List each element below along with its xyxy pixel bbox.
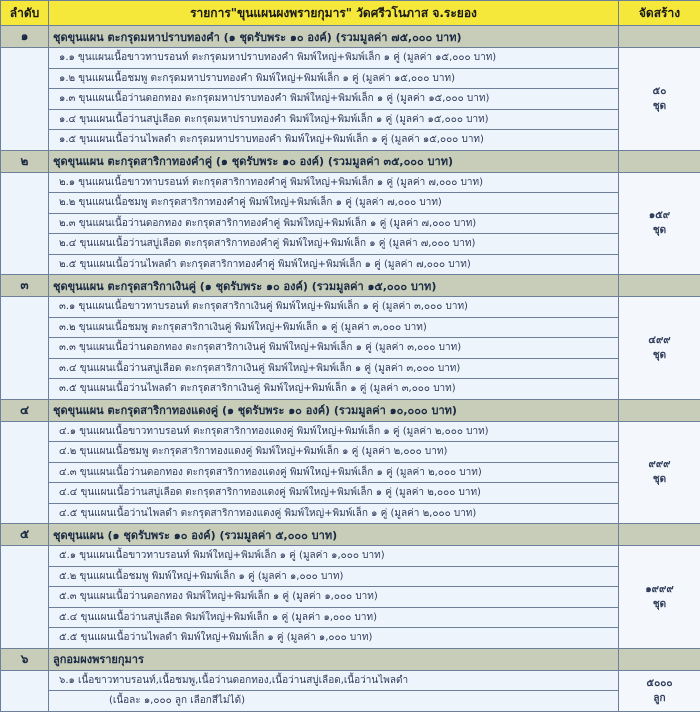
quantity-unit: ชุด bbox=[623, 597, 696, 612]
section-row bbox=[1, 275, 700, 297]
section-title: ลูกอมผงพรายกุมาร bbox=[49, 648, 619, 670]
section-row bbox=[1, 399, 700, 421]
item-row bbox=[1, 607, 700, 628]
header-item: รายการ"ขุนแผนผงพรายกุมาร" วัดศรีวโนภาส จ.ระยอง bbox=[49, 1, 619, 26]
item-description: (เนื้อละ ๑,๐๐๐ ลูก เลือกสีไม่ได้) bbox=[49, 691, 619, 712]
item-row bbox=[1, 172, 700, 193]
quantity-unit: ชุด bbox=[623, 348, 696, 363]
item-row bbox=[1, 338, 700, 359]
item-row bbox=[1, 503, 700, 524]
quantity-value: ๑๕๙ bbox=[623, 208, 696, 223]
section-title: ชุดขุนแผน ตะกรุดสาริกาทองแดงคู่ (๑ ชุดรับพระ ๑๐ องค์) (รวมมูลค่า ๑๐,๐๐๐ บาท) bbox=[49, 399, 619, 421]
item-row bbox=[1, 546, 700, 567]
quantity-cell bbox=[619, 297, 700, 400]
item-number-blank bbox=[1, 546, 49, 649]
item-description: ๒.๒ ขุนแผนเนื้อชมพู ตะกรุดสาริกาทองคำคู่ พิมพ์ใหญ่+พิมพ์เล็ก ๑ คู่ (มูลค่า ๗,๐๐๐ บาท) bbox=[49, 193, 619, 214]
item-description: ๕.๕ ขุนแผนเนื้อว่านไพลดำ พิมพ์ใหญ่+พิมพ์เล็ก ๑ คู่ (มูลค่า ๑,๐๐๐ บาท) bbox=[49, 628, 619, 649]
header-order: ลำดับ bbox=[1, 1, 49, 26]
item-description: ๔.๑ ขุนแผนเนื้อขาวทาบรอนท์ ตะกรุดสาริกาทองแดงคู่ พิมพ์ใหญ่+พิมพ์เล็ก ๑ คู่ (มูลค่า ๒,๐๐๐ บาท) bbox=[49, 421, 619, 442]
item-row bbox=[1, 587, 700, 608]
item-description: ๔.๕ ขุนแผนเนื้อว่านไพลดำ ตะกรุดสาริกาทองแดงคู่ พิมพ์ใหญ่+พิมพ์เล็ก ๑ คู่ (มูลค่า ๒,๐๐๐ บาท) bbox=[49, 503, 619, 524]
item-description: ๒.๔ ขุนแผนเนื้อว่านสบู่เลือด ตะกรุดสาริกาทองคำคู่ พิมพ์ใหญ่+พิมพ์เล็ก ๑ คู่ (มูลค่า ๗,๐๐๐ บาท) bbox=[49, 234, 619, 255]
item-description: ๑.๕ ขุนแผนเนื้อว่านไพลดำ ตะกรุดมหาปราบทองคำ พิมพ์ใหญ่+พิมพ์เล็ก ๑ คู่ (มูลค่า ๑๕,๐๐๐ บาท) bbox=[49, 130, 619, 151]
item-row bbox=[1, 421, 700, 442]
item-row bbox=[1, 483, 700, 504]
section-title: ชุดขุนแผน ตะกรุดมหาปราบทองคำ (๑ ชุดรับพระ ๑๐ องค์) (รวมมูลค่า ๗๕,๐๐๐ บาท) bbox=[49, 26, 619, 48]
quantity-cell bbox=[619, 421, 700, 524]
item-description: ๓.๒ ขุนแผนเนื้อชมพู ตะกรุดสาริกาเงินคู่ พิมพ์ใหญ่+พิมพ์เล็ก ๑ คู่ (มูลค่า ๓,๐๐๐ บาท) bbox=[49, 317, 619, 338]
quantity-unit: ชุด bbox=[623, 472, 696, 487]
item-row bbox=[1, 442, 700, 463]
quantity-value: ๙๙๙ bbox=[623, 457, 696, 472]
quantity-cell bbox=[619, 546, 700, 649]
item-row bbox=[1, 358, 700, 379]
item-number-blank bbox=[1, 48, 49, 151]
section-qty-blank bbox=[619, 524, 700, 546]
item-row bbox=[1, 234, 700, 255]
item-description: ๑.๔ ขุนแผนเนื้อว่านสบู่เลือด ตะกรุดมหาปราบทองคำ พิมพ์ใหญ่+พิมพ์เล็ก ๑ คู่ (มูลค่า ๑๕,๐๐๐ บาท) bbox=[49, 109, 619, 130]
quantity-value: ๔๙๙ bbox=[623, 333, 696, 348]
item-row bbox=[1, 254, 700, 275]
item-description: ๒.๓ ขุนแผนเนื้อว่านดอกทอง ตะกรุดสาริกาทองคำคู่ พิมพ์ใหญ่+พิมพ์เล็ก ๑ คู่ (มูลค่า ๗,๐๐๐ บาท) bbox=[49, 213, 619, 234]
section-row bbox=[1, 150, 700, 172]
item-description: ๑.๒ ขุนแผนเนื้อชมพู ตะกรุดมหาปราบทองคำ พิมพ์ใหญ่+พิมพ์เล็ก ๑ คู่ (มูลค่า ๑๕,๐๐๐ บาท) bbox=[49, 68, 619, 89]
item-description: ๓.๑ ขุนแผนเนื้อขาวทาบรอนท์ ตะกรุดสาริกาเงินคู่ พิมพ์ใหญ่+พิมพ์เล็ก ๑ คู่ (มูลค่า ๓,๐๐๐ บาท) bbox=[49, 297, 619, 318]
section-row bbox=[1, 648, 700, 670]
item-number-blank bbox=[1, 172, 49, 275]
section-qty-blank bbox=[619, 648, 700, 670]
item-row bbox=[1, 89, 700, 110]
section-number: ๖ bbox=[1, 648, 49, 670]
quantity-unit: ชุด bbox=[623, 99, 696, 114]
item-description: ๔.๒ ขุนแผนเนื้อชมพู ตะกรุดสาริกาทองแดงคู่ พิมพ์ใหญ่+พิมพ์เล็ก ๑ คู่ (มูลค่า ๒,๐๐๐ บาท) bbox=[49, 442, 619, 463]
section-number: ๒ bbox=[1, 150, 49, 172]
header-quantity: จัดสร้าง bbox=[619, 1, 700, 26]
item-description: ๕.๑ ขุนแผนเนื้อขาวทาบรอนท์ พิมพ์ใหญ่+พิมพ์เล็ก ๑ คู่ (มูลค่า ๑,๐๐๐ บาท) bbox=[49, 546, 619, 567]
item-row bbox=[1, 109, 700, 130]
section-number: ๓ bbox=[1, 275, 49, 297]
item-number-blank bbox=[1, 670, 49, 711]
item-row bbox=[1, 193, 700, 214]
item-row bbox=[1, 379, 700, 400]
item-row bbox=[1, 566, 700, 587]
item-description: ๓.๔ ขุนแผนเนื้อว่านสบู่เลือด ตะกรุดสาริกาเงินคู่ พิมพ์ใหญ่+พิมพ์เล็ก ๑ คู่ (มูลค่า ๓,๐๐๐ บาท) bbox=[49, 358, 619, 379]
section-qty-blank bbox=[619, 26, 700, 48]
quantity-unit: ลูก bbox=[623, 691, 696, 706]
quantity-value: ๑๙๙๙ bbox=[623, 582, 696, 597]
section-title: ชุดขุนแผน (๑ ชุดรับพระ ๑๐ องค์) (รวมมูลค่า ๕,๐๐๐ บาท) bbox=[49, 524, 619, 546]
section-number: ๔ bbox=[1, 399, 49, 421]
item-row bbox=[1, 628, 700, 649]
item-number-blank bbox=[1, 421, 49, 524]
section-title: ชุดขุนแผน ตะกรุดสาริกาทองคำคู่ (๑ ชุดรับพระ ๑๐ องค์) (รวมมูลค่า ๓๕,๐๐๐ บาท) bbox=[49, 150, 619, 172]
item-description: ๔.๔ ขุนแผนเนื้อว่านสบู่เลือด ตะกรุดสาริกาทองแดงคู่ พิมพ์ใหญ่+พิมพ์เล็ก ๑ คู่ (มูลค่า ๒,๐๐๐ บาท) bbox=[49, 483, 619, 504]
item-row bbox=[1, 48, 700, 69]
item-description: ๕.๔ ขุนแผนเนื้อว่านสบู่เลือด พิมพ์ใหญ่+พิมพ์เล็ก ๑ คู่ (มูลค่า ๑,๐๐๐ บาท) bbox=[49, 607, 619, 628]
item-row bbox=[1, 670, 700, 691]
quantity-cell bbox=[619, 172, 700, 275]
quantity-value: ๕๐๐๐ bbox=[623, 676, 696, 691]
section-qty-blank bbox=[619, 275, 700, 297]
section-number: ๑ bbox=[1, 26, 49, 48]
quantity-value: ๕๐ bbox=[623, 84, 696, 99]
section-row bbox=[1, 524, 700, 546]
item-row bbox=[1, 68, 700, 89]
section-qty-blank bbox=[619, 150, 700, 172]
table-body bbox=[1, 26, 700, 712]
item-description: ๒.๑ ขุนแผนเนื้อขาวทาบรอนท์ ตะกรุดสาริกาทองคำคู่ พิมพ์ใหญ่+พิมพ์เล็ก ๑ คู่ (มูลค่า ๗,๐๐๐ บาท) bbox=[49, 172, 619, 193]
quantity-unit: ชุด bbox=[623, 223, 696, 238]
item-row bbox=[1, 297, 700, 318]
item-description: ๑.๓ ขุนแผนเนื้อว่านดอกทอง ตะกรุดมหาปราบทองคำ พิมพ์ใหญ่+พิมพ์เล็ก ๑ คู่ (มูลค่า ๑๕,๐๐๐ บาท) bbox=[49, 89, 619, 110]
section-number: ๕ bbox=[1, 524, 49, 546]
section-row bbox=[1, 26, 700, 48]
item-number-blank bbox=[1, 297, 49, 400]
section-title: ชุดขุนแผน ตะกรุดสาริกาเงินคู่ (๑ ชุดรับพระ ๑๐ องค์) (รวมมูลค่า ๑๕,๐๐๐ บาท) bbox=[49, 275, 619, 297]
item-row bbox=[1, 691, 700, 712]
section-qty-blank bbox=[619, 399, 700, 421]
item-description: ๑.๑ ขุนแผนเนื้อขาวทาบรอนท์ ตะกรุดมหาปราบทองคำ พิมพ์ใหญ่+พิมพ์เล็ก ๑ คู่ (มูลค่า ๑๕,๐๐๐ บาท) bbox=[49, 48, 619, 69]
quantity-cell bbox=[619, 48, 700, 151]
item-description: ๕.๓ ขุนแผนเนื้อว่านดอกทอง พิมพ์ใหญ่+พิมพ์เล็ก ๑ คู่ (มูลค่า ๑,๐๐๐ บาท) bbox=[49, 587, 619, 608]
item-description: ๓.๕ ขุนแผนเนื้อว่านไพลดำ ตะกรุดสาริกาเงินคู่ พิมพ์ใหญ่+พิมพ์เล็ก ๑ คู่ (มูลค่า ๓,๐๐๐ บาท) bbox=[49, 379, 619, 400]
item-description: ๖.๑ เนื้อขาวทาบรอนท์,เนื้อชมพู,เนื้อว่านดอกทอง,เนื้อว่านสบู่เลือด,เนื้อว่านไพลดำ bbox=[49, 670, 619, 691]
item-description: ๔.๓ ขุนแผนเนื้อว่านดอกทอง ตะกรุดสาริกาทองแดงคู่ พิมพ์ใหญ่+พิมพ์เล็ก ๑ คู่ (มูลค่า ๒,๐๐๐ บาท) bbox=[49, 462, 619, 483]
quantity-cell bbox=[619, 670, 700, 711]
item-row bbox=[1, 317, 700, 338]
item-description: ๕.๒ ขุนแผนเนื้อชมพู พิมพ์ใหญ่+พิมพ์เล็ก ๑ คู่ (มูลค่า ๑,๐๐๐ บาท) bbox=[49, 566, 619, 587]
item-row bbox=[1, 213, 700, 234]
header-row bbox=[1, 1, 700, 26]
item-description: ๓.๓ ขุนแผนเนื้อว่านดอกทอง ตะกรุดสาริกาเงินคู่ พิมพ์ใหญ่+พิมพ์เล็ก ๑ คู่ (มูลค่า ๓,๐๐๐ บาท) bbox=[49, 338, 619, 359]
item-row bbox=[1, 462, 700, 483]
item-row bbox=[1, 130, 700, 151]
item-description: ๒.๕ ขุนแผนเนื้อว่านไพลดำ ตะกรุดสาริกาทองคำคู่ พิมพ์ใหญ่+พิมพ์เล็ก ๑ คู่ (มูลค่า ๗,๐๐๐ บาท) bbox=[49, 254, 619, 275]
